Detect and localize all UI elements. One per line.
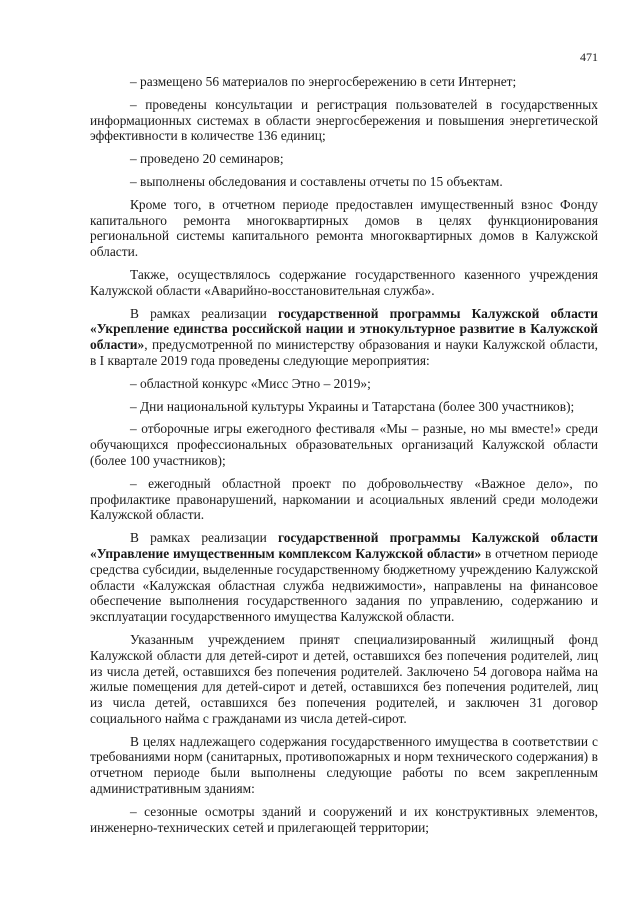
text-run: – проведены консультации и регистрация пользователей в государственных информационных системах в области энергосбережения и повышения энергетической эффективности в количестве 136 единиц;: [90, 96, 598, 144]
program-title: государственной программы Калужской области «Укрепление единства российской нации и этнокультурное развитие в Калужской области»: [90, 305, 598, 353]
paragraph: [90, 734, 598, 797]
paragraph: [90, 399, 598, 415]
paragraph: [90, 306, 598, 369]
paragraph: [90, 632, 598, 727]
paragraph: [90, 421, 598, 468]
page-number: 471: [580, 50, 598, 64]
paragraph: [90, 97, 598, 144]
paragraph: [90, 151, 598, 167]
text-run: , предусмотренной по министерству образования и науки Калужской области, в I квартале 2019 года проведены следующие мероприятия:: [90, 337, 598, 368]
text-run: Кроме того, в отчетном периоде предоставлен имущественный взнос Фонду капитального ремонта многоквартирных домов в целях функционирования региональной системы капитального ремонта многоквартирных домов в Калужской области.: [90, 196, 598, 260]
paragraph: [90, 530, 598, 625]
paragraph: [90, 804, 598, 836]
text-run: В рамках реализации: [130, 530, 278, 546]
text-run: – областной конкурс «Мисс Этно – 2019»;: [130, 375, 371, 391]
text-run: – сезонные осмотры зданий и сооружений и их конструктивных элементов, инженерно-технических сетей и прилегающей территории;: [90, 803, 598, 835]
text-run: Указанным учреждением принят специализированный жилищный фонд Калужской области для детей-сирот и детей, оставшихся без попечения родителей, лиц из числа детей, оставшихся без попечения родителей. Заключено 54 договора найма на жилые помещения для детей-сирот и детей, оставшихся без попечения родителей, лиц из числа детей, оставшихся без попечения родителей, и заключен 31 договор социального найма с гражданами из числа детей-сирот.: [90, 631, 598, 726]
paragraph: [90, 74, 598, 90]
text-run: – отборочные игры ежегодного фестиваля «Мы – разные, но мы вместе!» среди обучающихся профессиональных образовательных организаций Калужской области (более 100 участников);: [90, 421, 598, 468]
paragraph: [90, 197, 598, 260]
text-run: – ежегодный областной проект по добровольчеству «Важное дело», по профилактике правонарушений, наркомании и асоциальных явлений среди молодежи Калужской области.: [90, 475, 598, 523]
text-run: – Дни национальной культуры Украины и Татарстана (более 300 участников);: [130, 398, 575, 414]
document-body: [90, 74, 598, 842]
paragraph: [90, 267, 598, 299]
paragraph: [90, 174, 598, 190]
text-run: в отчетном периоде средства субсидии, выделенные государственному бюджетному учреждению Калужской области «Калужская областная служба недвижимости», направлены на финансовое обеспечение выполнения государственного задания по управлению, содержанию и эксплуатации государственного имущества Калужской области.: [90, 545, 598, 625]
paragraph: [90, 376, 598, 392]
program-title: государственной программы Калужской области «Управление имущественным комплексом Калужской области»: [90, 530, 598, 561]
text-run: – размещено 56 материалов по энергосбережению в сети Интернет;: [130, 74, 517, 89]
text-run: – выполнены обследования и составлены отчеты по 15 объектам.: [130, 173, 503, 189]
text-run: Также, осуществлялось содержание государственного казенного учреждения Калужской области «Аварийно-восстановительная служба».: [90, 266, 598, 298]
paragraph: [90, 476, 598, 523]
text-run: – проведено 20 семинаров;: [130, 151, 284, 167]
text-run: В целях надлежащего содержания государственного имущества в соответствии с требованиями норм (санитарных, противопожарных и норм технического содержания) в отчетном периоде были выполнены следующие работы по всем закрепленным административным зданиям:: [90, 733, 598, 797]
text-run: В рамках реализации: [130, 305, 278, 321]
